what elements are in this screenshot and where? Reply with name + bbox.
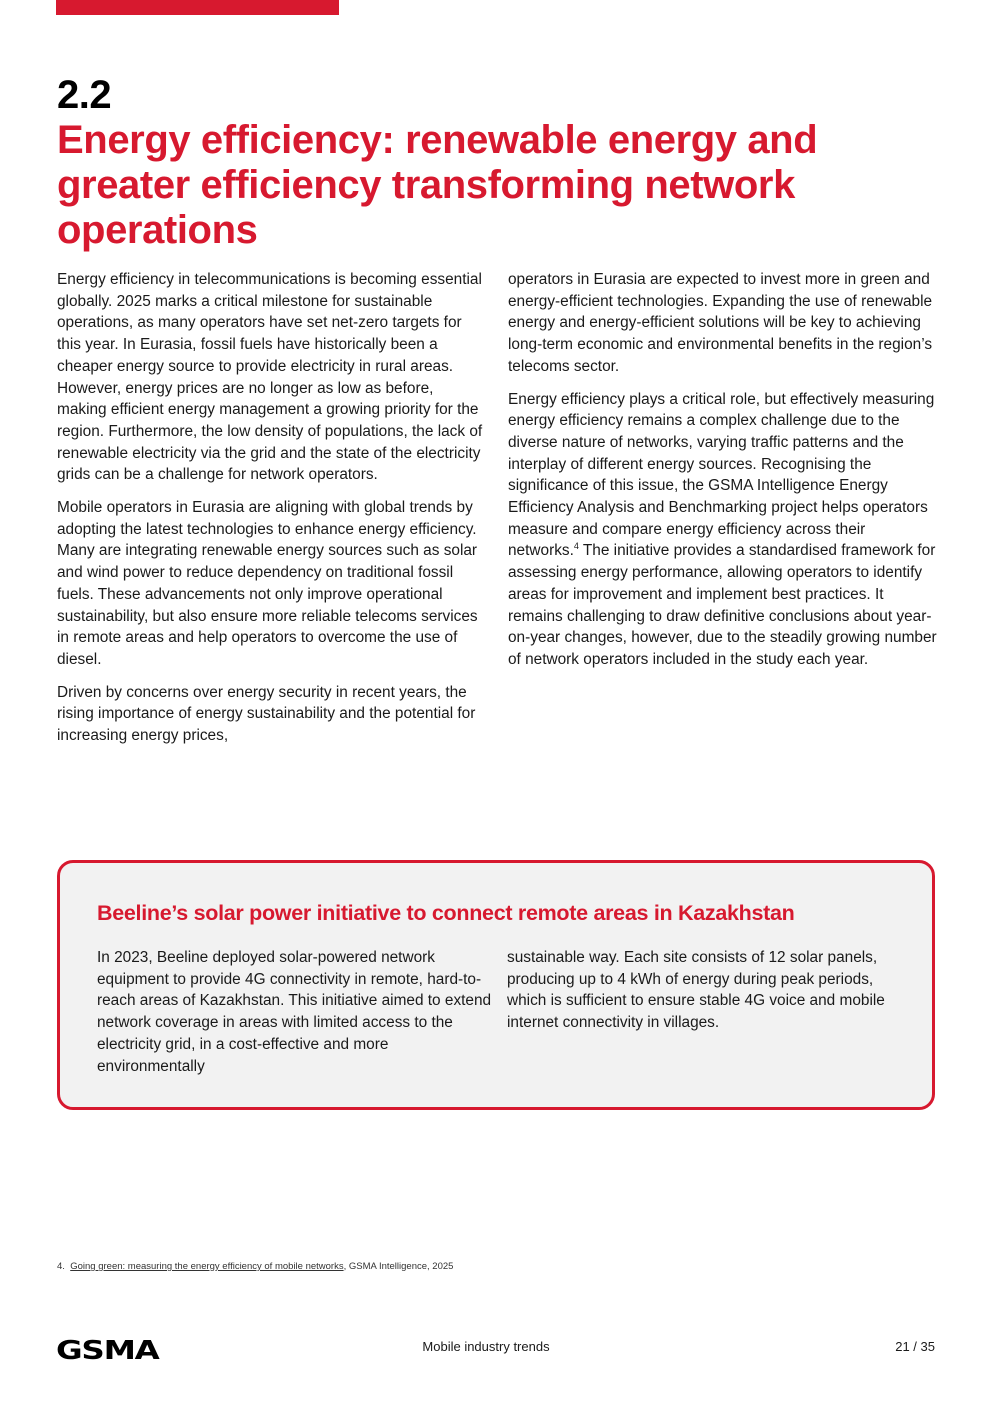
page-number: 21 / 35 xyxy=(895,1339,935,1354)
paragraph: operators in Eurasia are expected to invest more in green and energy-efficient technologies. Expanding the use of renewable energy and energy-efficient solutions will be key to achieving long-term economic and environmental benefits in the region’s telecoms sector. xyxy=(508,271,933,375)
footnote-reference[interactable]: 4 xyxy=(573,541,579,552)
case-study-right-text: sustainable way. Each site consists of 12 solar panels, producing up to 4 kWh of energy during peak periods, which is sufficient to ensure stable 4G voice and mobile internet connectivity in villages. xyxy=(507,949,885,1032)
gsma-logo: GSMA xyxy=(56,1336,159,1366)
paragraph: Energy efficiency in telecommunications is becoming essential globally. 2025 marks a critical milestone for sustainable operations, as many operators have set net-zero targets for this year. In Eurasia, fossil fuels have historically been a cheaper energy source to provide electricity in rural areas. However, energy prices are no longer as low as before, making efficient energy management a growing priority for the region. Furthermore, the low density of populations, the lack of renewable electricity via the grid and the state of the electricity grids can be a challenge for network operators. xyxy=(57,271,483,484)
section-title: Energy efficiency: renewable energy and greater efficiency transforming network operations xyxy=(57,118,818,252)
footer-publication-title: Mobile industry trends xyxy=(422,1339,550,1354)
paragraph: Mobile operators in Eurasia are aligning with global trends by adopting the latest technologies to enhance energy efficiency. Many are integrating renewable energy sources such as solar and wind power to reduce dependency on traditional fossil fuels. These advancements not only improve operational sustainability, but also ensure more reliable telecoms services in remote areas and help operators to overcome the use of diesel. xyxy=(57,499,478,668)
footnote-link[interactable]: Going green: measuring the energy efficiency of mobile networks xyxy=(70,1261,344,1272)
paragraph: Driven by concerns over energy security in recent years, the rising importance of energy sustainability and the potential for increasing energy prices, xyxy=(57,683,476,745)
body-right-column xyxy=(508,269,940,682)
body-left-column xyxy=(57,269,485,758)
paragraph xyxy=(508,389,940,671)
top-accent-bar xyxy=(56,0,339,15)
footnote-number: 4. xyxy=(57,1261,65,1272)
case-study-box xyxy=(57,860,935,1110)
case-study-title: Beeline’s solar power initiative to connect remote areas in Kazakhstan xyxy=(97,901,795,925)
paragraph-text: Energy efficiency plays a critical role, but effectively measuring energy efficiency remains a complex challenge due to the diverse nature of networks, varying traffic patterns and the interplay of different energy sources. Recognising the significance of this issue, the GSMA Intelligence Energy Efficiency Analysis and Benchmarking project helps operators measure and compare energy efficiency across their networks. xyxy=(508,390,935,560)
paragraph-text: The initiative provides a standardised framework for assessing energy performance, allowing operators to identify areas for improvement and implement best practices. It remains challenging to draw definitive conclusions about year-on-year changes, however, due to the steadily growing number of network operators included in the study each year. xyxy=(508,542,937,668)
footnote xyxy=(57,1261,453,1272)
footnote-source: , GSMA Intelligence, 2025 xyxy=(343,1261,454,1272)
section-number: 2.2 xyxy=(57,73,112,117)
case-study-left-text: In 2023, Beeline deployed solar-powered network equipment to provide 4G connectivity in remote, hard-to-reach areas of Kazakhstan. This initiative aimed to extend network coverage in areas with limited access to the electricity grid, in a cost-effective and more environmentally xyxy=(97,949,492,1075)
